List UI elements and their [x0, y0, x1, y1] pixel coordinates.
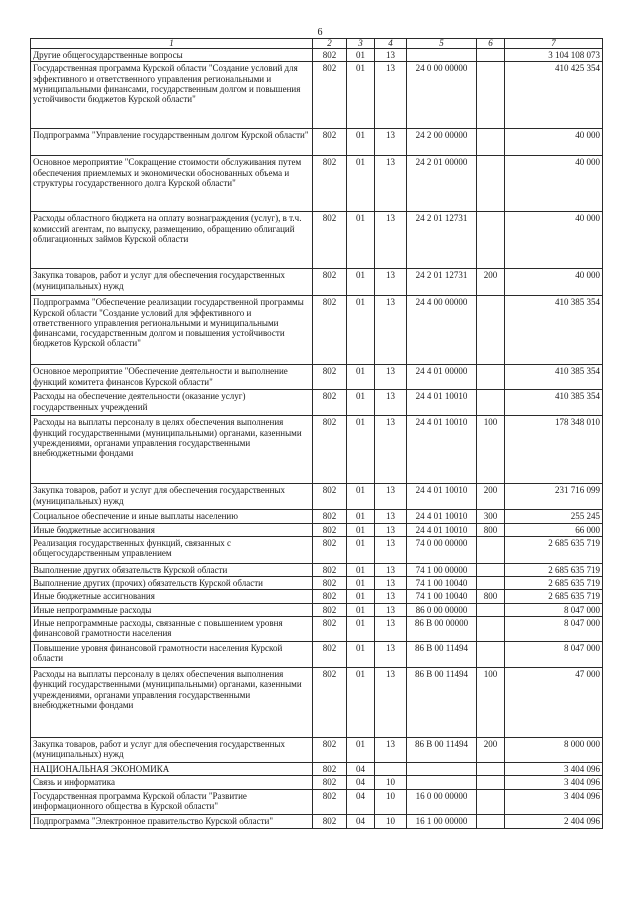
- cell-target-article: 86 В 00 11494: [407, 668, 477, 738]
- cell-expense-type: 800: [477, 523, 505, 536]
- cell-amount: 2 404 096: [505, 814, 603, 828]
- cell-section: 01: [347, 577, 375, 590]
- cell-section: 04: [347, 763, 375, 776]
- table-row: [31, 269, 603, 296]
- cell-amount: 3 404 096: [505, 763, 603, 776]
- cell-amount: 3 404 096: [505, 776, 603, 789]
- cell-target-article: 24 2 01 00000: [407, 156, 477, 212]
- cell-name: Подпрограмма "Обеспечение реализации государственной программы Курской области "Создание условий для эффективного и ответственного управления региональными и муниципальными финансами, государственным долгом и повышения устойчивости бюджетов Курской области": [31, 296, 313, 365]
- cell-target-article: 86 В 00 00000: [407, 617, 477, 642]
- column-header-section: 3: [347, 39, 375, 49]
- cell-section: 01: [347, 49, 375, 62]
- table-body: [31, 49, 603, 829]
- cell-section: 01: [347, 738, 375, 763]
- cell-expense-type: [477, 603, 505, 616]
- cell-subsection: 13: [375, 668, 407, 738]
- cell-section: 04: [347, 789, 375, 814]
- cell-expense-type: [477, 365, 505, 390]
- cell-subsection: 13: [375, 536, 407, 563]
- cell-subsection: 13: [375, 296, 407, 365]
- cell-section: 01: [347, 269, 375, 296]
- cell-target-article: 86 0 00 00000: [407, 603, 477, 616]
- table-row: [31, 603, 603, 616]
- cell-grbs: 802: [313, 536, 347, 563]
- table-row: [31, 62, 603, 129]
- cell-target-article: 74 1 00 10040: [407, 590, 477, 603]
- cell-section: 01: [347, 668, 375, 738]
- cell-target-article: 24 2 01 12731: [407, 269, 477, 296]
- table-row: [31, 510, 603, 523]
- cell-grbs: 802: [313, 416, 347, 484]
- cell-target-article: 74 1 00 10040: [407, 577, 477, 590]
- table-row: [31, 536, 603, 563]
- cell-name: Реализация государственных функций, связанных с общегосударственным управлением: [31, 536, 313, 563]
- cell-target-article: [407, 49, 477, 62]
- cell-expense-type: [477, 62, 505, 129]
- cell-expense-type: [477, 296, 505, 365]
- cell-subsection: 13: [375, 365, 407, 390]
- cell-amount: 410 385 354: [505, 390, 603, 416]
- cell-section: 01: [347, 484, 375, 510]
- table-row: [31, 129, 603, 156]
- cell-section: 01: [347, 603, 375, 616]
- cell-grbs: 802: [313, 62, 347, 129]
- cell-section: 01: [347, 212, 375, 269]
- cell-name: Расходы областного бюджета на оплату вознаграждения (услуг), в т.ч. комиссий агентам, по выпуску, размещению, обращению облигаций облигационных займов Курской области: [31, 212, 313, 269]
- cell-grbs: 802: [313, 738, 347, 763]
- cell-amount: 40 000: [505, 269, 603, 296]
- cell-name: Государственная программа Курской области "Развитие информационного общества в Курской области": [31, 789, 313, 814]
- cell-subsection: 13: [375, 156, 407, 212]
- cell-name: Закупка товаров, работ и услуг для обеспечения государственных (муниципальных) нужд: [31, 738, 313, 763]
- cell-grbs: 802: [313, 523, 347, 536]
- cell-amount: 8 047 000: [505, 642, 603, 668]
- budget-table: [30, 38, 603, 829]
- table-row: [31, 776, 603, 789]
- cell-target-article: 74 1 00 00000: [407, 563, 477, 576]
- cell-subsection: 13: [375, 212, 407, 269]
- cell-grbs: 802: [313, 603, 347, 616]
- cell-target-article: 86 В 00 11494: [407, 738, 477, 763]
- cell-name: Иные непрограммные расходы, связанные с повышением уровня финансовой грамотности населения: [31, 617, 313, 642]
- table-row: [31, 156, 603, 212]
- cell-amount: 2 685 635 719: [505, 563, 603, 576]
- table-header-row: [31, 39, 603, 49]
- cell-name: Иные бюджетные ассигнования: [31, 590, 313, 603]
- cell-target-article: 24 2 01 12731: [407, 212, 477, 269]
- cell-amount: 66 000: [505, 523, 603, 536]
- cell-grbs: 802: [313, 269, 347, 296]
- cell-name: Социальное обеспечение и иные выплаты населению: [31, 510, 313, 523]
- cell-name: Другие общегосударственные вопросы: [31, 49, 313, 62]
- cell-expense-type: [477, 776, 505, 789]
- cell-amount: 40 000: [505, 156, 603, 212]
- cell-name: Иные непрограммные расходы: [31, 603, 313, 616]
- cell-grbs: 802: [313, 642, 347, 668]
- cell-grbs: 802: [313, 617, 347, 642]
- cell-subsection: 13: [375, 590, 407, 603]
- cell-amount: 2 685 635 719: [505, 536, 603, 563]
- cell-section: 01: [347, 129, 375, 156]
- cell-expense-type: 100: [477, 668, 505, 738]
- cell-section: 01: [347, 62, 375, 129]
- cell-grbs: 802: [313, 668, 347, 738]
- cell-expense-type: [477, 156, 505, 212]
- cell-grbs: 802: [313, 776, 347, 789]
- cell-section: 01: [347, 590, 375, 603]
- cell-target-article: 86 В 00 11494: [407, 642, 477, 668]
- cell-expense-type: [477, 814, 505, 828]
- page-number: 6: [317, 27, 323, 38]
- cell-target-article: 24 4 00 00000: [407, 296, 477, 365]
- cell-subsection: 13: [375, 738, 407, 763]
- cell-name: Расходы на выплаты персоналу в целях обеспечения выполнения функций государственными (муниципальными) органами, казенными учреждениями, органами управления государственными внебюджетными фондами: [31, 416, 313, 484]
- cell-subsection: 13: [375, 510, 407, 523]
- cell-name: Подпрограмма "Электронное правительство Курской области": [31, 814, 313, 828]
- table-row: [31, 642, 603, 668]
- column-header-name: 1: [31, 39, 313, 49]
- cell-grbs: 802: [313, 789, 347, 814]
- table-row: [31, 523, 603, 536]
- cell-expense-type: [477, 577, 505, 590]
- cell-section: 01: [347, 617, 375, 642]
- cell-amount: 8 000 000: [505, 738, 603, 763]
- cell-amount: 231 716 099: [505, 484, 603, 510]
- cell-grbs: 802: [313, 510, 347, 523]
- table-row: [31, 484, 603, 510]
- column-header-expense-type: 6: [477, 39, 505, 49]
- cell-section: 01: [347, 536, 375, 563]
- cell-subsection: 13: [375, 484, 407, 510]
- cell-grbs: 802: [313, 763, 347, 776]
- cell-target-article: [407, 763, 477, 776]
- cell-section: 01: [347, 510, 375, 523]
- cell-target-article: 24 0 00 00000: [407, 62, 477, 129]
- cell-section: 01: [347, 563, 375, 576]
- cell-target-article: 16 0 00 00000: [407, 789, 477, 814]
- cell-grbs: 802: [313, 296, 347, 365]
- cell-subsection: 10: [375, 789, 407, 814]
- cell-target-article: [407, 776, 477, 789]
- cell-grbs: 802: [313, 156, 347, 212]
- table-row: [31, 296, 603, 365]
- cell-name: Основное мероприятие "Сокращение стоимости обслуживания путем обеспечения приемлемых и экономически обоснованных объема и структуры государственного долга Курской области": [31, 156, 313, 212]
- cell-grbs: 802: [313, 49, 347, 62]
- cell-section: 04: [347, 776, 375, 789]
- cell-section: 01: [347, 156, 375, 212]
- cell-section: 04: [347, 814, 375, 828]
- cell-name: Государственная программа Курской области "Создание условий для эффективного и ответственного управления региональными и муниципальными финансами, государственным долгом и повышения устойчивости бюджетов Курской области": [31, 62, 313, 129]
- cell-amount: 2 685 635 719: [505, 577, 603, 590]
- column-header-amount: 7: [505, 39, 603, 49]
- cell-grbs: 802: [313, 484, 347, 510]
- cell-subsection: 10: [375, 776, 407, 789]
- cell-expense-type: [477, 563, 505, 576]
- table-row: [31, 738, 603, 763]
- cell-grbs: 802: [313, 365, 347, 390]
- table-row: [31, 577, 603, 590]
- cell-expense-type: 200: [477, 484, 505, 510]
- cell-section: 01: [347, 642, 375, 668]
- cell-name: Расходы на обеспечение деятельности (оказание услуг) государственных учреждений: [31, 390, 313, 416]
- cell-subsection: 13: [375, 617, 407, 642]
- cell-section: 01: [347, 365, 375, 390]
- cell-expense-type: [477, 212, 505, 269]
- table-row: [31, 49, 603, 62]
- cell-subsection: 13: [375, 62, 407, 129]
- cell-amount: 3 104 108 073: [505, 49, 603, 62]
- table-row: [31, 390, 603, 416]
- cell-amount: 47 000: [505, 668, 603, 738]
- cell-grbs: 802: [313, 577, 347, 590]
- cell-subsection: 13: [375, 523, 407, 536]
- cell-target-article: 24 2 00 00000: [407, 129, 477, 156]
- cell-target-article: 24 4 01 10010: [407, 523, 477, 536]
- cell-name: Подпрограмма "Управление государственным долгом Курской области": [31, 129, 313, 156]
- cell-section: 01: [347, 296, 375, 365]
- cell-grbs: 802: [313, 129, 347, 156]
- table-row: [31, 668, 603, 738]
- cell-subsection: [375, 763, 407, 776]
- column-header-subsection: 4: [375, 39, 407, 49]
- column-header-target-article: 5: [407, 39, 477, 49]
- cell-name: Закупка товаров, работ и услуг для обеспечения государственных (муниципальных) нужд: [31, 484, 313, 510]
- table-row: [31, 789, 603, 814]
- cell-grbs: 802: [313, 814, 347, 828]
- cell-name: Повышение уровня финансовой грамотности населения Курской области: [31, 642, 313, 668]
- cell-expense-type: 200: [477, 269, 505, 296]
- cell-name: Выполнение других (прочих) обязательств Курской области: [31, 577, 313, 590]
- cell-subsection: 13: [375, 563, 407, 576]
- cell-name: Связь и информатика: [31, 776, 313, 789]
- cell-target-article: 24 4 01 10010: [407, 390, 477, 416]
- cell-expense-type: 200: [477, 738, 505, 763]
- cell-expense-type: [477, 617, 505, 642]
- cell-amount: 410 385 354: [505, 296, 603, 365]
- cell-target-article: 24 4 01 00000: [407, 365, 477, 390]
- cell-amount: 410 425 354: [505, 62, 603, 129]
- cell-amount: 3 404 096: [505, 789, 603, 814]
- table-row: [31, 563, 603, 576]
- cell-subsection: 13: [375, 577, 407, 590]
- cell-target-article: 74 0 00 00000: [407, 536, 477, 563]
- cell-target-article: 24 4 01 10010: [407, 484, 477, 510]
- table-row: [31, 590, 603, 603]
- table-row: [31, 763, 603, 776]
- cell-subsection: 13: [375, 390, 407, 416]
- cell-name: Выполнение других обязательств Курской области: [31, 563, 313, 576]
- cell-subsection: 13: [375, 416, 407, 484]
- cell-expense-type: [477, 390, 505, 416]
- cell-target-article: 24 4 01 10010: [407, 416, 477, 484]
- cell-expense-type: [477, 49, 505, 62]
- cell-amount: 178 348 010: [505, 416, 603, 484]
- cell-grbs: 802: [313, 590, 347, 603]
- cell-subsection: 13: [375, 269, 407, 296]
- column-header-grbs: 2: [313, 39, 347, 49]
- table-row: [31, 365, 603, 390]
- cell-section: 01: [347, 390, 375, 416]
- cell-amount: 40 000: [505, 129, 603, 156]
- cell-subsection: 13: [375, 49, 407, 62]
- cell-expense-type: [477, 129, 505, 156]
- cell-section: 01: [347, 416, 375, 484]
- cell-amount: 410 385 354: [505, 365, 603, 390]
- cell-subsection: 13: [375, 642, 407, 668]
- cell-expense-type: 100: [477, 416, 505, 484]
- cell-name: Расходы на выплаты персоналу в целях обеспечения выполнения функций государственными (муниципальными) органами, казенными учреждениями, органами управления государственными внебюджетными фондами: [31, 668, 313, 738]
- cell-grbs: 802: [313, 212, 347, 269]
- cell-section: 01: [347, 523, 375, 536]
- cell-name: Закупка товаров, работ и услуг для обеспечения государственных (муниципальных) нужд: [31, 269, 313, 296]
- cell-amount: 255 245: [505, 510, 603, 523]
- table-row: [31, 814, 603, 828]
- cell-expense-type: [477, 789, 505, 814]
- cell-target-article: 24 4 01 10010: [407, 510, 477, 523]
- cell-amount: 40 000: [505, 212, 603, 269]
- cell-name: Иные бюджетные ассигнования: [31, 523, 313, 536]
- cell-subsection: 13: [375, 603, 407, 616]
- table-row: [31, 212, 603, 269]
- cell-grbs: 802: [313, 563, 347, 576]
- cell-subsection: 13: [375, 129, 407, 156]
- cell-expense-type: [477, 536, 505, 563]
- table-row: [31, 416, 603, 484]
- cell-amount: 2 685 635 719: [505, 590, 603, 603]
- cell-expense-type: [477, 763, 505, 776]
- cell-amount: 8 047 000: [505, 617, 603, 642]
- cell-grbs: 802: [313, 390, 347, 416]
- table-row: [31, 617, 603, 642]
- cell-expense-type: 800: [477, 590, 505, 603]
- cell-expense-type: [477, 642, 505, 668]
- cell-target-article: 16 1 00 00000: [407, 814, 477, 828]
- cell-expense-type: 300: [477, 510, 505, 523]
- cell-amount: 8 047 000: [505, 603, 603, 616]
- cell-name: НАЦИОНАЛЬНАЯ ЭКОНОМИКА: [31, 763, 313, 776]
- cell-subsection: 10: [375, 814, 407, 828]
- cell-name: Основное мероприятие "Обеспечение деятельности и выполнение функций комитета финансов Курской области": [31, 365, 313, 390]
